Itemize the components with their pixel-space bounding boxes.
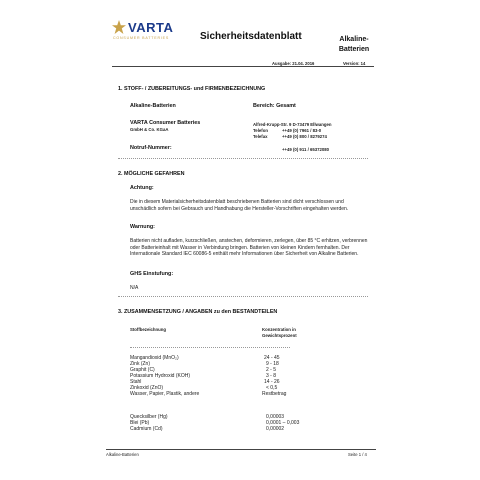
company-address: Alfred-Krupp-Str. 9 D-73479 Ellwangen [253,122,332,127]
footer-product: Alkaline-Batterien [106,452,139,457]
product-title [334,35,374,55]
table-row-substance: Zinkoxid (ZnO) [130,385,164,391]
ghs-label: GHS Einstufung: [130,271,174,277]
product-title-line1: Alkaline- [339,36,369,43]
table-row-value: 0,00002 [266,426,285,432]
table-row-value: < 0,5 [266,385,278,391]
ghs-value: N/A [130,285,139,291]
attention-label: Achtung: [130,185,154,191]
brand-subtitle: CONSUMER BATTERIES [113,36,170,40]
product-title-line2: Batterien [338,46,370,53]
issue-date: Ausgabe: 21.04. 2016 [272,61,315,66]
header-divider [112,66,374,67]
version: Version: 14 [343,61,366,66]
table-row-value: Restbetrag [262,391,287,397]
fax-label: Telefax [253,134,268,139]
phone-number: ++49 (0) 7961 / 83-0 [282,128,322,133]
table-row-substance: Wasser, Papier, Plastik, andere [130,391,200,397]
column-substance: Stoffbezeichnung [130,327,167,332]
table-row-value: 0,0001 – 0,003 [266,420,300,426]
attention-text: Die in diesem Materialsicherheitsdatenblatt beschriebenen Batterien sind dicht verschlossen und unschädlich sofern bei Gebrauch und Handhabung die Hersteller-Vorschriften eingehalten werden. [130,199,349,212]
table-row-value: 14 - 26 [264,379,280,385]
phone-label: Telefon [253,128,268,133]
table-row-substance: Cadmium (Cd) [130,426,163,432]
emergency-number: ++49 (0) 911 / 65372080 [282,147,330,152]
table-row-substance: Graphit (C) [130,367,155,373]
section3-heading: 3. ZUSAMMENSETZUNG / ANGABEN zu den BESTANDTEILEN [118,309,278,315]
section2-heading: 2. MÖGLICHE GEFAHREN [118,171,185,177]
section1-divider [118,158,368,159]
scope: Bereich: Gesamt [253,103,296,109]
section1-heading: 1. STOFF- / ZUBEREITUNGS- und FIRMENBEZEICHNUNG [118,86,266,92]
page-number: Seite 1 / 4 [348,452,367,457]
warning-label: Warnung: [130,224,155,230]
table-row-substance: Zink (Zn) [130,361,150,367]
company-name: VARTA Consumer Batteries [130,120,201,126]
document-title: Sicherheitsdatenblatt [200,31,302,42]
company-sub: GmbH & Co. KGaA [130,127,169,132]
product-name: Alkaline-Batterien [130,103,176,109]
section2-divider [118,296,368,297]
table-row-value: 3 - 8 [266,373,277,379]
table-row-substance: Mangandioxid (MnO₂) [130,355,179,361]
varta-star-icon [112,20,126,34]
column-concentration-line1: Konzentration in [262,327,296,332]
brand-logo: VARTA [128,20,174,35]
table-row-value: 9 - 18 [266,361,279,367]
column-concentration-line2: Gewichtsprozent [262,333,297,338]
table-row-value: 2 - 5 [266,367,277,373]
footer-divider [106,449,376,450]
table-row-value: 0,00003 [266,414,285,420]
table-row-value: 24 - 45 [264,355,280,361]
table-row-substance: Quecksilber (Hg) [130,414,168,420]
table-row-substance: Potassium Hydroxid (KOH) [130,373,191,379]
table-header-divider [130,347,290,348]
emergency-label: Notruf-Nummer: [130,145,172,151]
fax-number: ++49 (0) 800 / 8279274 [282,134,327,139]
warning-text: Batterien nicht aufladen, kurzschließen, anstechen, deformieren, zerlegen, über 85 °C erhitzen, verbrennen oder Batterieinhalt mit Wasser in Verbindung bringen. Batterien von kleinen Kindern fernhalten. Der Internationale Standard IEC 60086-5 enthält mehr Informationen über Sicherheit von Alkaline Batterien. [130,238,368,258]
table-row-substance: Stahl [130,379,142,385]
table-row-substance: Blei (Pb) [130,420,150,426]
